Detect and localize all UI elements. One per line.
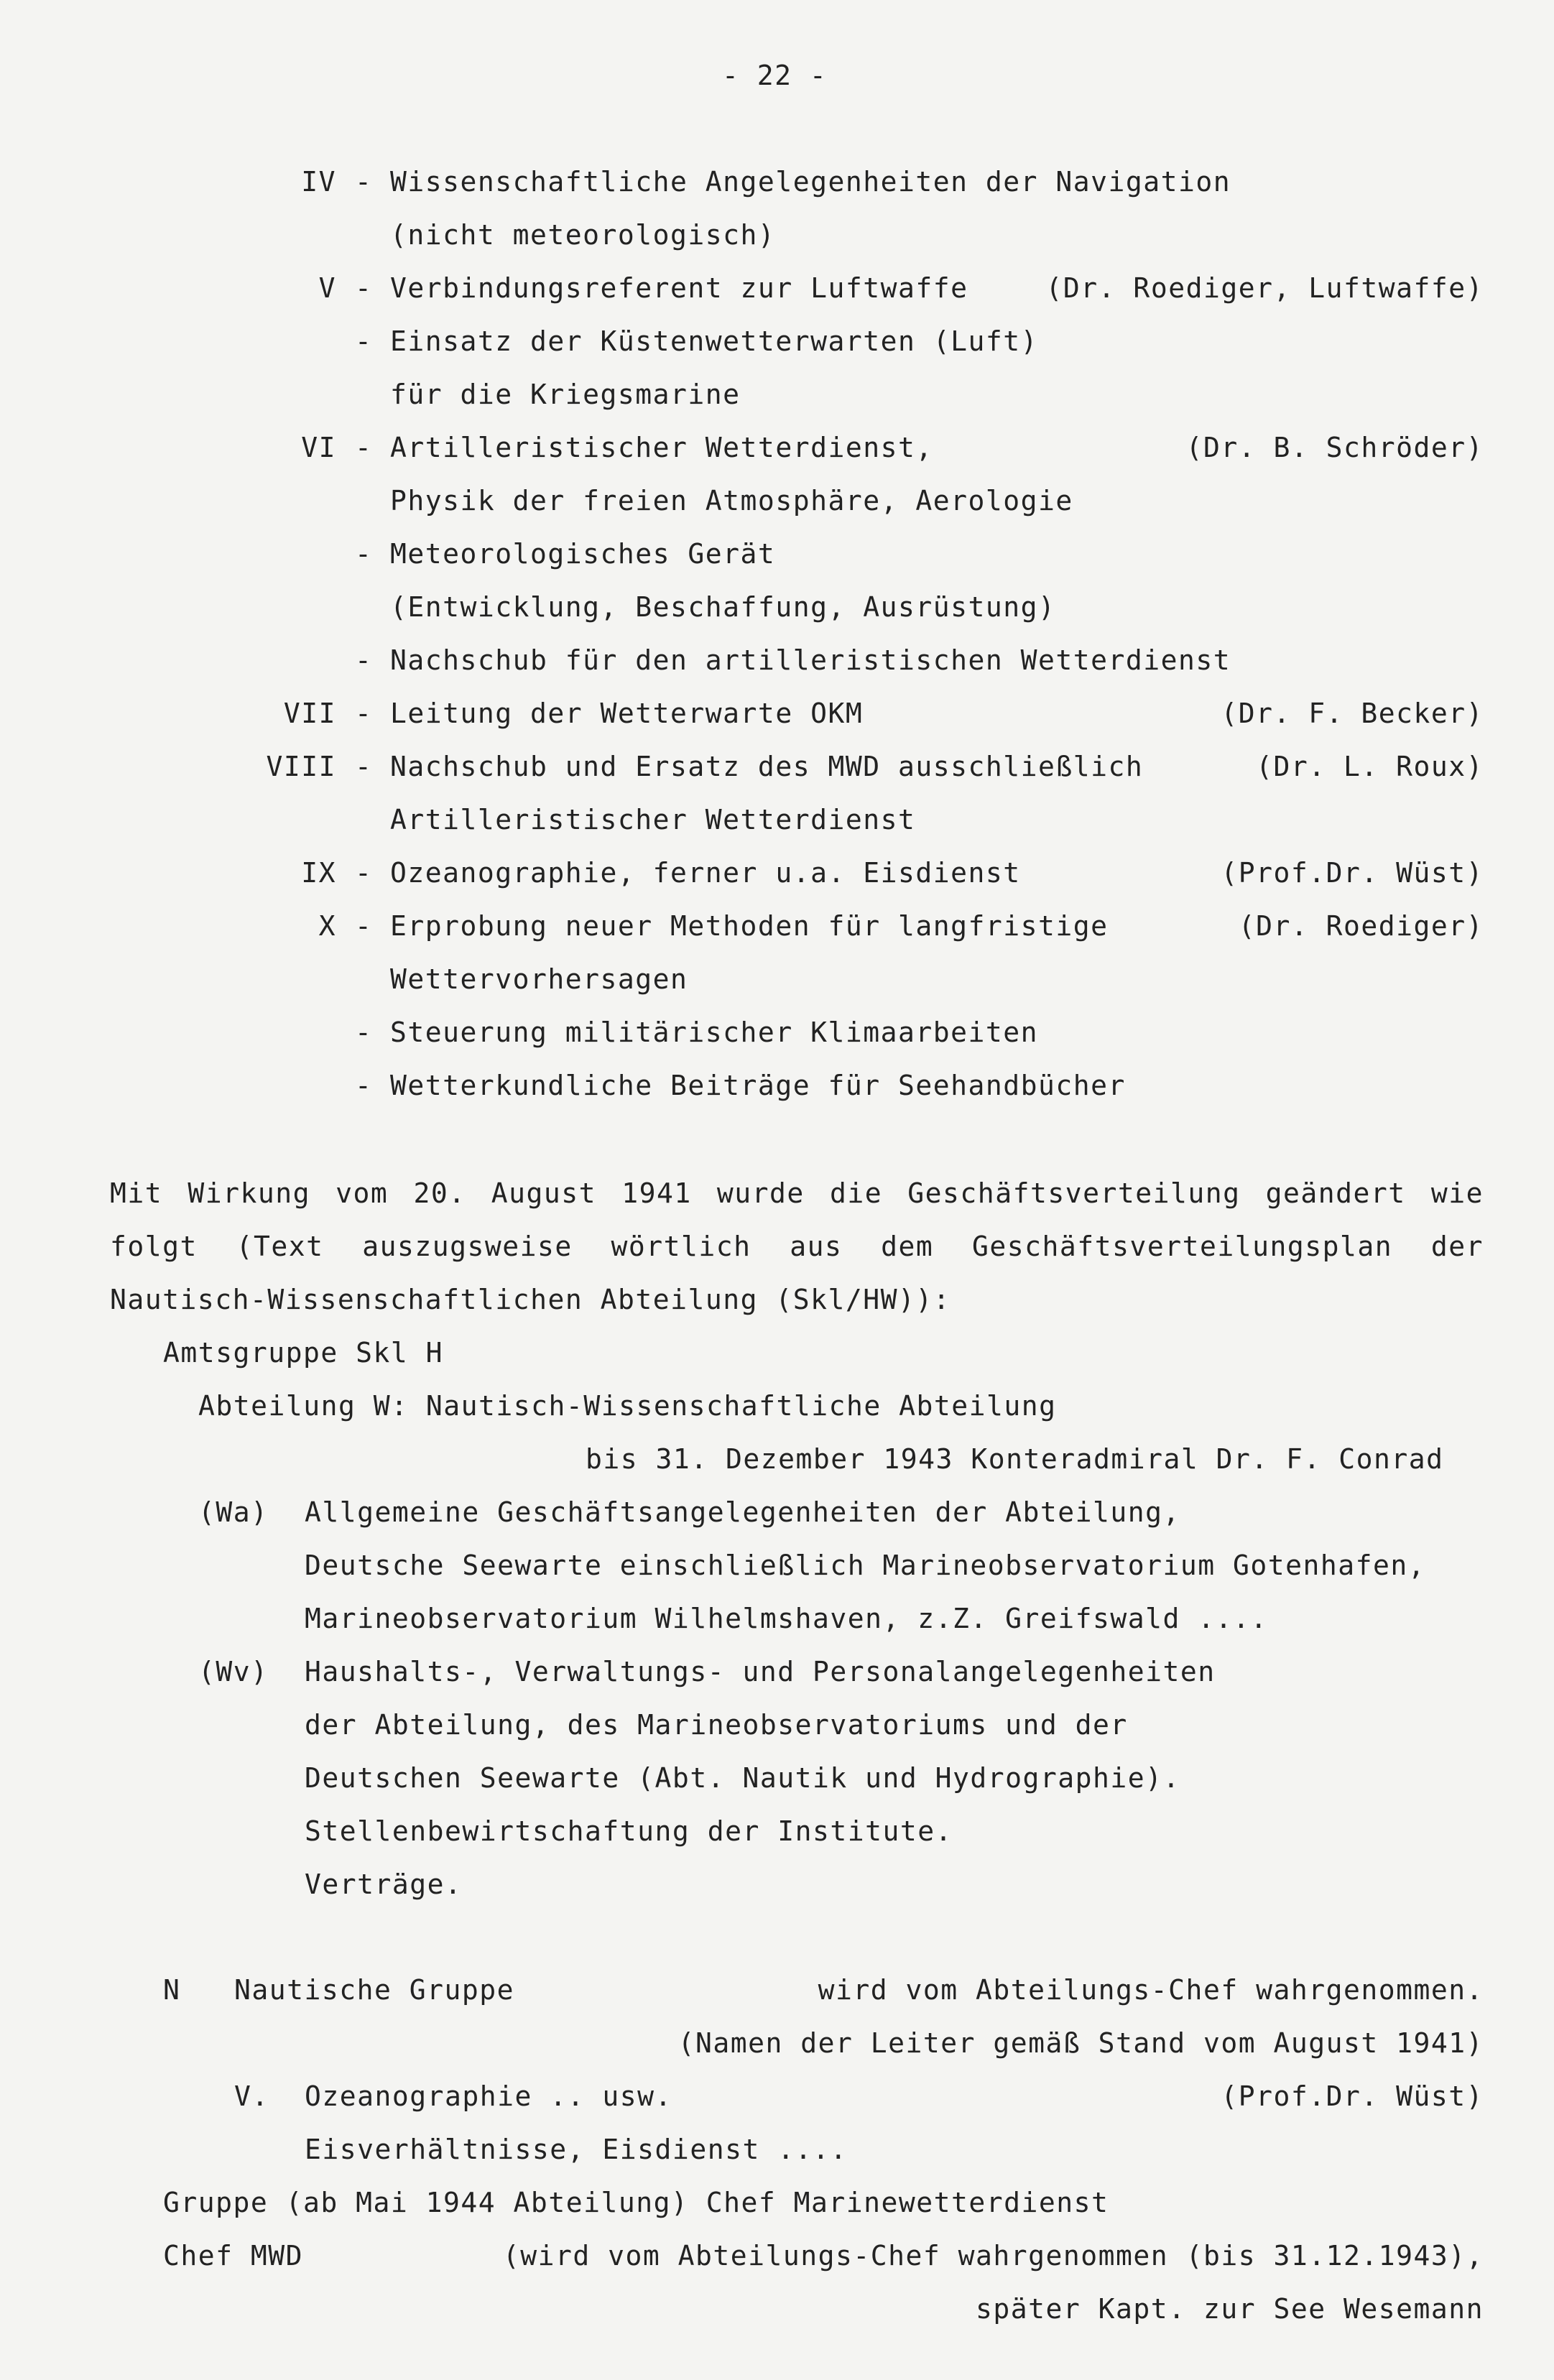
schedule-dash: -: [355, 857, 373, 889]
n-names: (Namen der Leiter gemäß Stand vom August 1941): [677, 2027, 1484, 2059]
schedule-text: Nachschub und Ersatz des MWD ausschließlich: [390, 751, 1144, 782]
schedule-text: (Entwicklung, Beschaffung, Ausrüstung): [390, 591, 1056, 623]
schedule-number: V: [318, 272, 336, 304]
schedule-text: für die Kriegsmarine: [390, 379, 741, 410]
schedule-text: Artilleristischer Wetterdienst: [390, 804, 916, 835]
gruppe-line: Gruppe (ab Mai 1944 Abteilung) Chef Marinewetterdienst: [163, 2187, 1109, 2218]
amtsgruppe-line: Amtsgruppe Skl H: [163, 1337, 444, 1369]
chef-text: (wird vom Abteilungs-Chef wahrgenommen (bis 31.12.1943),: [502, 2240, 1484, 2272]
conrad-line: bis 31. Dezember 1943 Konteradmiral Dr. F. Conrad: [586, 1443, 1444, 1475]
schedule-dash: -: [355, 698, 373, 729]
schedule-dash: -: [355, 325, 373, 357]
wv-line: Verträge.: [305, 1869, 463, 1900]
chef-later: später Kapt. zur See Wesemann: [976, 2293, 1484, 2325]
v-text: Ozeanographie .. usw.: [305, 2080, 672, 2112]
schedule-number: IX: [301, 857, 336, 889]
schedule-text: Wetterkundliche Beiträge für Seehandbücher: [390, 1070, 1126, 1101]
schedule-dash: -: [355, 1017, 373, 1048]
schedule-person: (Dr. Roediger, Luftwaffe): [1045, 272, 1484, 304]
schedule-dash: -: [355, 910, 373, 942]
wv-line: der Abteilung, des Marineobservatoriums und der: [305, 1709, 1128, 1741]
schedule-number: VII: [283, 698, 336, 729]
v-code: V.: [234, 2080, 269, 2112]
schedule-text: Einsatz der Küstenwetterwarten (Luft): [390, 325, 1038, 357]
schedule-text: Steuerung militärischer Klimaarbeiten: [390, 1017, 1038, 1048]
wv-line: Stellenbewirtschaftung der Institute.: [305, 1815, 953, 1847]
schedule-person: (Dr. F. Becker): [1221, 698, 1484, 729]
schedule-text: Meteorologisches Gerät: [390, 538, 776, 570]
n-title: Nautische Gruppe: [234, 1974, 515, 2006]
v-person: (Prof.Dr. Wüst): [1221, 2080, 1484, 2112]
n-note: wird vom Abteilungs-Chef wahrgenommen.: [818, 1974, 1484, 2006]
schedule-dash: -: [355, 166, 373, 198]
schedule-text: Artilleristischer Wetterdienst,: [390, 432, 933, 463]
schedule-person: (Dr. Roediger): [1238, 910, 1484, 942]
wa-line: Marineobservatorium Wilhelmshaven, z.Z. Greifswald ....: [305, 1603, 1268, 1634]
wa-code: (Wa): [198, 1496, 269, 1528]
wv-line: Deutschen Seewarte (Abt. Nautik und Hydrographie).: [305, 1762, 1180, 1794]
schedule-text: Leitung der Wetterwarte OKM: [390, 698, 864, 729]
schedule-text: (nicht meteorologisch): [390, 219, 776, 251]
wv-line: Haushalts-, Verwaltungs- und Personalangelegenheiten: [305, 1656, 1216, 1687]
schedule-text: Nachschub für den artilleristischen Wetterdienst: [390, 644, 1231, 676]
schedule-person: (Dr. L. Roux): [1256, 751, 1484, 782]
schedule-person: (Prof.Dr. Wüst): [1221, 857, 1484, 889]
schedule-number: X: [318, 910, 336, 942]
paragraph-line: Nautisch-Wissenschaftlichen Abteilung (Skl/HW)):: [110, 1284, 951, 1315]
schedule-dash: -: [355, 644, 373, 676]
paragraph-line: folgt (Text auszugsweise wörtlich aus dem Geschäftsverteilungsplan der: [110, 1231, 1484, 1262]
schedule-dash: -: [355, 538, 373, 570]
abteilung-line: Abteilung W: Nautisch-Wissenschaftliche Abteilung: [198, 1390, 1057, 1422]
wa-line: Allgemeine Geschäftsangelegenheiten der Abteilung,: [305, 1496, 1180, 1528]
paragraph-line: Mit Wirkung vom 20. August 1941 wurde die Geschäftsverteilung geändert wie: [110, 1177, 1484, 1209]
schedule-dash: -: [355, 1070, 373, 1101]
schedule-dash: -: [355, 272, 373, 304]
schedule-number: VIII: [266, 751, 336, 782]
schedule-text: Verbindungsreferent zur Luftwaffe: [390, 272, 968, 304]
schedule-text: Wissenschaftliche Angelegenheiten der Navigation: [390, 166, 1231, 198]
schedule-person: (Dr. B. Schröder): [1185, 432, 1484, 463]
schedule-text: Ozeanographie, ferner u.a. Eisdienst: [390, 857, 1021, 889]
schedule-dash: -: [355, 751, 373, 782]
wa-line: Deutsche Seewarte einschließlich Marineobservatorium Gotenhafen,: [305, 1550, 1426, 1581]
wv-code: (Wv): [198, 1656, 269, 1687]
v-line2: Eisverhältnisse, Eisdienst ....: [305, 2134, 848, 2165]
schedule-dash: -: [355, 432, 373, 463]
schedule-text: Erprobung neuer Methoden für langfristige: [390, 910, 1109, 942]
schedule-number: VI: [301, 432, 336, 463]
n-code: N: [163, 1974, 181, 2006]
page-number: - 22 -: [722, 60, 828, 91]
chef-label: Chef MWD: [163, 2240, 304, 2272]
schedule-number: IV: [301, 166, 336, 198]
schedule-text: Physik der freien Atmosphäre, Aerologie: [390, 485, 1073, 517]
schedule-text: Wettervorhersagen: [390, 963, 688, 995]
